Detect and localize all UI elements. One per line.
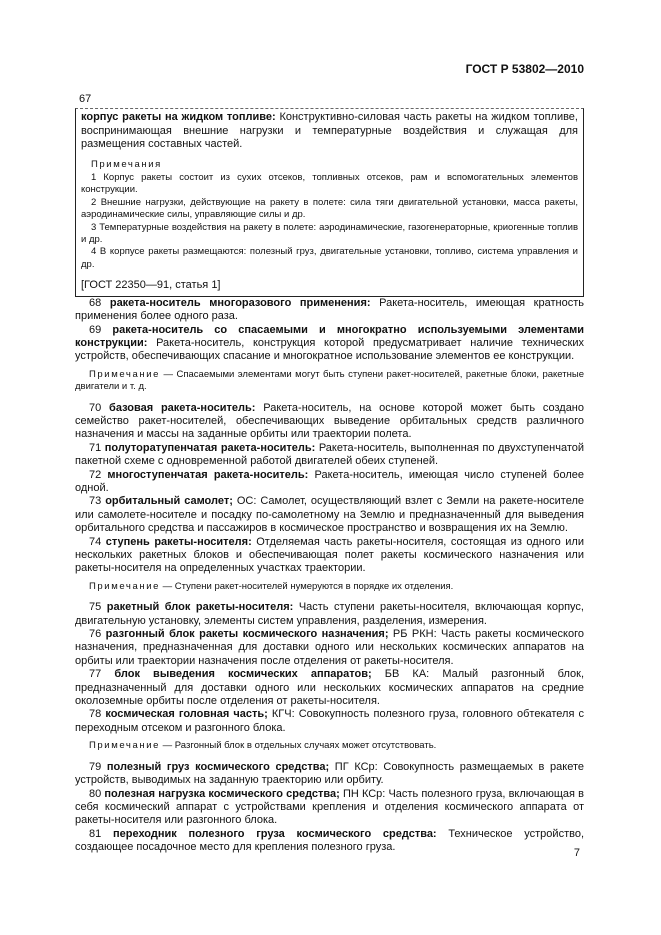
entry-term: ракета-носитель со спасаемыми и многократно используемыми элементами конструкции: <box>75 323 584 349</box>
entry-term: ракета-носитель многоразового применения: <box>109 296 371 309</box>
entry-definition: КГЧ: Совокупность полезного груза, головного обтекателя с переходным отсеком и разгонного блока. <box>75 708 584 734</box>
term-entry <box>75 668 584 708</box>
entry-number: 80 <box>89 787 102 800</box>
note-label: Примечание <box>89 740 160 752</box>
boxed-term: корпус ракеты на жидком топливе: <box>81 111 276 124</box>
term-entry <box>75 828 584 855</box>
term-entry <box>75 495 584 535</box>
entry-definition: Часть ступени ракеты-носителя, включающая корпус, двигательную установку, элементы систем управления, разделения, измерения. <box>75 601 584 627</box>
entry-term: орбитальный самолет; <box>105 495 233 508</box>
entry-definition: ПН КСр: Часть полезного груза, включающая в себя космический аппарат с устройствами крепления и отделения космического аппарата от ракеты-носителя или разгонного блока. <box>75 787 584 827</box>
entry-number: 75 <box>89 601 102 614</box>
entry-definition: Ракета-носитель, имеющая кратность применения более одного раза. <box>75 296 584 323</box>
entry-number: 70 <box>89 401 102 414</box>
entry-number: 74 <box>89 535 102 548</box>
term-entry <box>75 536 584 576</box>
term-entry <box>75 788 584 828</box>
entry-number: 78 <box>89 708 102 721</box>
page-content <box>75 93 584 855</box>
entry-term: космическая головная часть; <box>105 708 268 721</box>
boxed-entry <box>75 108 584 296</box>
entry-definition: Ракета-носитель, выполненная по двухступенчатой пакетной схеме с одновременной работой двигателей обеих ступеней. <box>75 441 584 468</box>
term-entry <box>75 628 584 668</box>
term-entry <box>75 469 584 496</box>
entry-number: 72 <box>89 468 102 481</box>
entry-number: 71 <box>89 441 102 454</box>
entry-term: разгонный блок ракеты космического назначения; <box>105 628 389 641</box>
entry-term: многоступенчатая ракета-носитель: <box>107 468 309 481</box>
entry-number: 73 <box>89 495 102 508</box>
entry-term: переходник полезного груза космического средства: <box>112 827 437 840</box>
note-label: Примечание <box>89 580 160 592</box>
note-text: — Спасаемыми элементами могут быть ступени ракет-носителей, ракетные блоки, ракетные двигатели и т. д. <box>75 368 584 393</box>
boxed-definition-text: Конструктивно-силовая часть ракеты на жидком топливе, воспринимающая внешние нагрузки и температурные воздействия и служащая для размещения составных частей. <box>81 111 578 151</box>
notes-title: Примечания <box>91 158 162 170</box>
term-entry <box>75 324 584 364</box>
entry-number: 81 <box>89 827 102 840</box>
term-entry <box>75 761 584 788</box>
entry-definition: Ракета-носитель, на основе которой может быть создано семейство ракет-носителей, обеспечивающих выведение орбитальных средств различного назначения и массы на заданные орбиты или траектории полета. <box>75 401 585 441</box>
note-item: 1 Корпус ракеты состоит из сухих отсеков, топливных отсеков, рам и вспомогательных элементов конструкции. <box>81 172 578 196</box>
entry-term: полезная нагрузка космического средства; <box>104 787 340 800</box>
term-entry <box>75 402 584 442</box>
entry-definition: Отделяемая часть ракеты-носителя, состоящая из одного или нескольких ракетных блоков и обеспечивающая полет ракеты космического назначения или ракеты-носителя на определенных участках траектории. <box>75 535 584 575</box>
entry-definition: ОС: Самолет, осуществляющий взлет с Земли на ракете-носителе или самолете-носителе и посадку по-самолетному на Землю и предназначенный для выведения орбитального средства и пассажиров в космическое пространство и возвращения их на Землю. <box>75 495 584 535</box>
document-code: ГОСТ Р 53802—2010 <box>465 62 584 76</box>
note-label: Примечание <box>89 368 160 380</box>
term-entry <box>75 601 584 628</box>
source-reference: [ГОСТ 22350—91, статья 1] <box>81 279 221 292</box>
entry-definition: БВ КА: Малый разгонный блок, предназначенный для доставки одного или нескольких космических аппаратов на средние околоземные орбиты после отделения от ракеты-носителя. <box>75 668 584 708</box>
term-entries <box>75 297 584 855</box>
boxed-definition <box>81 111 578 151</box>
boxed-entry-number: 67 <box>79 93 92 105</box>
entry-definition: Ракета-носитель, конструкция которой предусматривает наличие технических устройств, обеспечивающих спасание и многократное использование элементов ее конструкции. <box>75 336 584 363</box>
entry-term: полезный груз космического средства; <box>106 760 330 773</box>
entry-note <box>75 581 584 593</box>
entry-term: блок выведения космических аппаратов; <box>114 668 372 681</box>
entry-number: 69 <box>89 323 102 336</box>
entry-number: 76 <box>89 628 102 641</box>
page-number: 7 <box>573 847 580 859</box>
note-item: 2 Внешние нагрузки, действующие на ракету в полете: сила тяги двигательной установки, масса ракеты, аэродинамические силы, управляющие силы и др. <box>81 196 578 221</box>
term-entry <box>75 297 584 324</box>
entry-definition: Техническое устройство, создающее посадочное место для крепления полезного груза. <box>75 827 584 854</box>
entry-term: ступень ракеты-носителя: <box>105 535 252 548</box>
term-entry <box>75 708 584 735</box>
entry-number: 68 <box>89 296 102 309</box>
entry-term: полуторатупенчатая ракета-носитель: <box>104 441 316 454</box>
entry-definition: ПГ КСр: Совокупность размещаемых в ракете устройств, выводимых на заданную траекторию или орбиту. <box>75 760 584 787</box>
term-entry <box>75 442 584 469</box>
entry-term: базовая ракета-носитель: <box>109 401 256 414</box>
entry-definition: Ракета-носитель, имеющая число ступеней более одной. <box>75 468 585 494</box>
entry-definition: РБ РКН: Часть ракеты космического назначения, предназначенная для доставки одного или нескольких космических аппаратов на орбиты или траектории назначения после отделения от ракеты-носителя. <box>75 628 584 667</box>
entry-number: 77 <box>89 668 102 681</box>
entry-number: 79 <box>89 760 102 773</box>
entry-term: ракетный блок ракеты-носителя: <box>106 601 294 614</box>
note-item: 3 Температурные воздействия на ракету в полете: аэродинамические, газогенераторные, криогенные топлив и др. <box>81 221 578 246</box>
entry-note <box>75 369 584 394</box>
note-text: — Разгонный блок в отдельных случаях может отсутствовать. <box>160 740 437 752</box>
note-text: — Ступени ракет-носителей нумеруются в порядке их отделения. <box>160 580 454 592</box>
note-item: 4 В корпусе ракеты размещаются: полезный груз, двигательные установки, топливо, система управления и др. <box>81 246 578 270</box>
entry-note <box>75 740 584 752</box>
